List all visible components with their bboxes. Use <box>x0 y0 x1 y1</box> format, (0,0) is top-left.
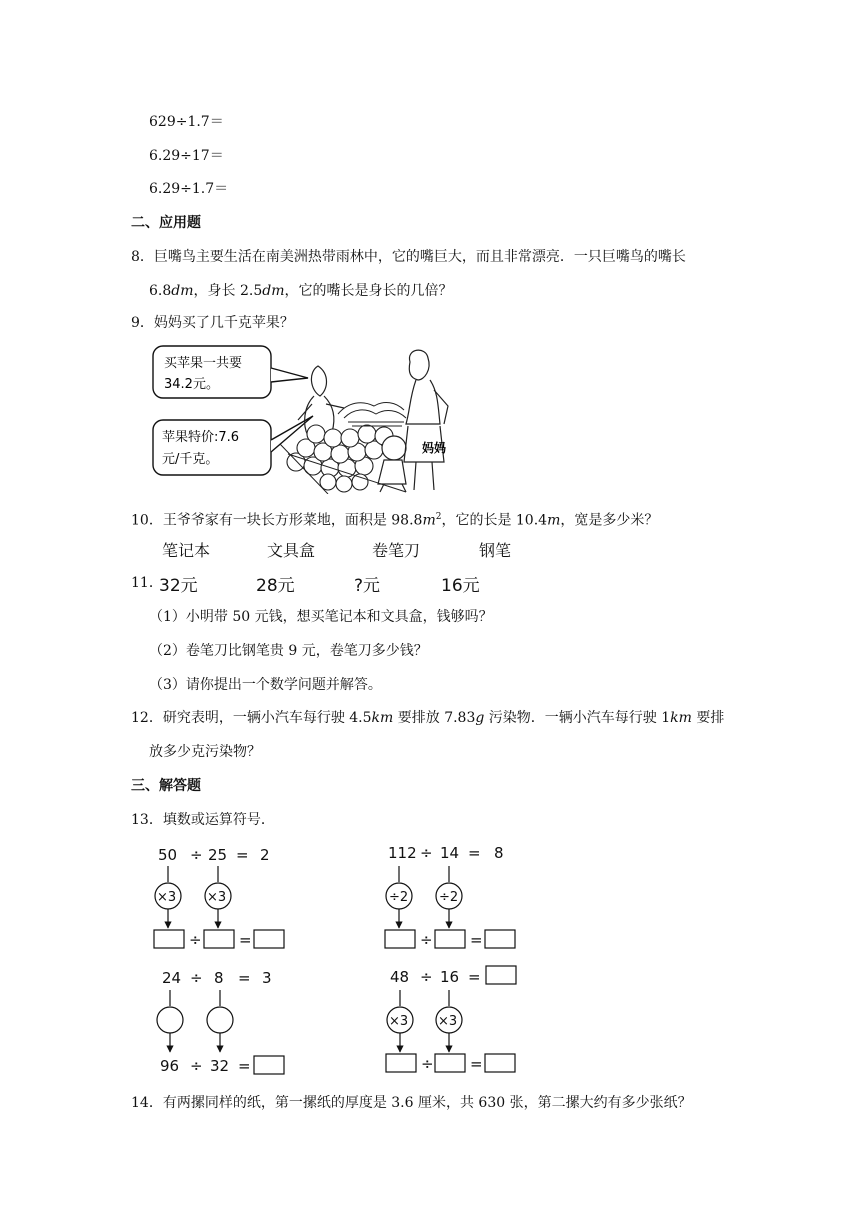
d3-new-divisor: 32 <box>210 1057 230 1075</box>
d3-answer-box[interactable] <box>254 1056 284 1074</box>
question-10 <box>131 507 658 531</box>
q10-superscript: 2 <box>435 512 442 522</box>
item-header-pen: 钢笔 <box>479 541 512 560</box>
price-pencil-case: 28元 <box>256 576 295 596</box>
d2-op-2: ÷2 <box>439 890 459 905</box>
q12-unit-2: g <box>475 710 485 726</box>
question-9: 9．妈妈买了几千克苹果？ <box>131 315 294 331</box>
bubble-2-text-2: 元/千克。 <box>162 452 219 467</box>
q8-end: ，它的嘴长是身长的几倍？ <box>284 283 453 299</box>
d3-new-div-sign: ÷ <box>190 1057 203 1075</box>
d4-eq-sign: = <box>468 968 481 986</box>
d2-divisor: 14 <box>440 844 460 862</box>
d3-div-sign: ÷ <box>190 969 203 987</box>
question-14: 14．有两摞同样的纸，第一摞纸的厚度是 3.6 厘米，共 630 张，第二摞大约有多少张纸？ <box>131 1095 692 1111</box>
diagram-3 <box>157 969 284 1075</box>
d2-answer-box-1[interactable] <box>385 930 415 948</box>
d2-box-eq-sign: = <box>470 931 483 949</box>
bubble-2-text-1: 苹果特价:7.6 <box>162 430 240 445</box>
q8-unit-2: dm <box>262 283 285 299</box>
q10-part-a: 10．王爷爷家有一块长方形菜地，面积是 98.8 <box>131 512 423 529</box>
d4-divisor: 16 <box>440 968 460 986</box>
d1-box-div-sign: ÷ <box>189 931 202 949</box>
d1-divisor: 25 <box>208 846 228 864</box>
q10-part-c: ，宽是多少米？ <box>560 512 659 529</box>
d3-new-eq-sign: = <box>238 1057 251 1075</box>
d3-new-dividend: 96 <box>160 1057 180 1075</box>
operation-diagrams <box>150 840 530 1080</box>
item-header-pencil-case: 文具盒 <box>267 541 316 560</box>
q10-unit-1: m <box>422 512 436 529</box>
d1-eq-sign: = <box>236 846 249 864</box>
question-8-line-1: 8．巨嘴鸟主要生活在南美洲热带雨林中，它的嘴巨大，而且非常漂亮．一只巨嘴鸟的嘴长 <box>131 249 686 265</box>
mom-label: 妈妈 <box>422 441 447 455</box>
q12-part-d: 要排 <box>691 710 725 726</box>
d1-result: 2 <box>260 846 270 864</box>
d3-empty-op-circle-2[interactable] <box>207 1007 233 1033</box>
item-header-notebook: 笔记本 <box>162 541 211 560</box>
calc-line-1: 629÷1.7＝ <box>149 114 224 130</box>
bubble-1-tail <box>271 368 308 382</box>
question-8-line-2 <box>149 281 452 301</box>
d4-dividend: 48 <box>390 968 410 986</box>
calc-line-2: 6.29÷17＝ <box>149 148 224 164</box>
q12-part-a: 12．研究表明，一辆小汽车每行驶 4.5 <box>131 710 372 726</box>
question-12-line-1 <box>131 708 724 728</box>
item-header-sharpener: 卷笔刀 <box>372 541 421 560</box>
d2-answer-box-2[interactable] <box>435 930 465 948</box>
q8-value: 6.8 <box>149 283 172 299</box>
question-11-part-2: （2）卷笔刀比钢笔贵 9 元，卷笔刀多少钱？ <box>149 643 428 659</box>
price-sharpener: ?元 <box>354 576 381 596</box>
d4-div-sign: ÷ <box>420 968 433 986</box>
d3-empty-op-circle-1[interactable] <box>157 1007 183 1033</box>
d1-dividend: 50 <box>158 846 178 864</box>
d4-result-box[interactable] <box>486 966 516 984</box>
d1-answer-box-1[interactable] <box>154 930 184 948</box>
q8-unit-1: dm <box>171 283 194 299</box>
q12-unit-1: km <box>371 710 394 726</box>
question-11-number: 11． <box>131 575 163 591</box>
q8-mid: ，身长 2.5 <box>193 283 263 299</box>
price-notebook: 32元 <box>159 576 198 596</box>
price-pen: 16元 <box>441 576 480 596</box>
d4-box-div-sign: ÷ <box>421 1055 434 1073</box>
d4-op-1: ×3 <box>389 1014 409 1029</box>
question-11-part-3: （3）请你提出一个数学问题并解答。 <box>149 677 382 693</box>
child-figure <box>378 436 406 492</box>
d3-dividend: 24 <box>162 969 182 987</box>
d4-answer-box-1[interactable] <box>386 1054 416 1072</box>
question-12-line-2: 放多少克污染物？ <box>149 744 261 760</box>
vegetables <box>338 403 406 426</box>
question-13: 13．填数或运算符号． <box>131 812 275 828</box>
d1-op-1: ×3 <box>157 890 177 905</box>
q10-part-b: ，它的长是 10.4 <box>441 512 548 529</box>
section-title-solve: 三、解答题 <box>131 778 201 794</box>
q12-unit-3: km <box>670 710 692 726</box>
d2-result: 8 <box>494 844 504 862</box>
diagram-1 <box>154 846 284 949</box>
d3-eq-sign: = <box>238 969 251 987</box>
d4-op-2: ×3 <box>438 1014 458 1029</box>
d4-box-eq-sign: = <box>470 1055 483 1073</box>
d4-answer-box-2[interactable] <box>435 1054 465 1072</box>
d2-eq-sign: = <box>468 844 481 862</box>
q12-part-b: 要排放 7.83 <box>393 710 476 726</box>
q12-part-c: 污染物．一辆小汽车每行驶 1 <box>484 710 671 726</box>
d1-op-2: ×3 <box>207 890 227 905</box>
q10-unit-2: m <box>547 512 561 529</box>
bubble-1-text-1: 买苹果一共要 <box>164 356 243 371</box>
calc-line-3: 6.29÷1.7＝ <box>149 181 229 197</box>
mother-figure <box>404 350 448 490</box>
apple-shop-illustration <box>148 344 466 494</box>
section-title-application: 二、应用题 <box>131 215 201 231</box>
bubble-1-text-2: 34.2元。 <box>164 377 219 392</box>
d4-answer-box-3[interactable] <box>485 1054 515 1072</box>
d2-op-1: ÷2 <box>389 890 409 905</box>
d3-result: 3 <box>262 969 272 987</box>
d2-answer-box-3[interactable] <box>485 930 515 948</box>
d2-dividend: 112 <box>388 844 417 862</box>
d1-answer-box-2[interactable] <box>204 930 234 948</box>
question-11-part-1: （1）小明带 50 元钱，想买笔记本和文具盒，钱够吗？ <box>149 609 493 625</box>
d1-div-sign: ÷ <box>190 846 203 864</box>
d1-answer-box-3[interactable] <box>254 930 284 948</box>
diagram-2 <box>385 844 515 949</box>
diagram-4 <box>386 966 516 1073</box>
d2-div-sign: ÷ <box>420 844 433 862</box>
d1-box-eq-sign: = <box>239 931 252 949</box>
d3-divisor: 8 <box>214 969 224 987</box>
d2-box-div-sign: ÷ <box>420 931 433 949</box>
